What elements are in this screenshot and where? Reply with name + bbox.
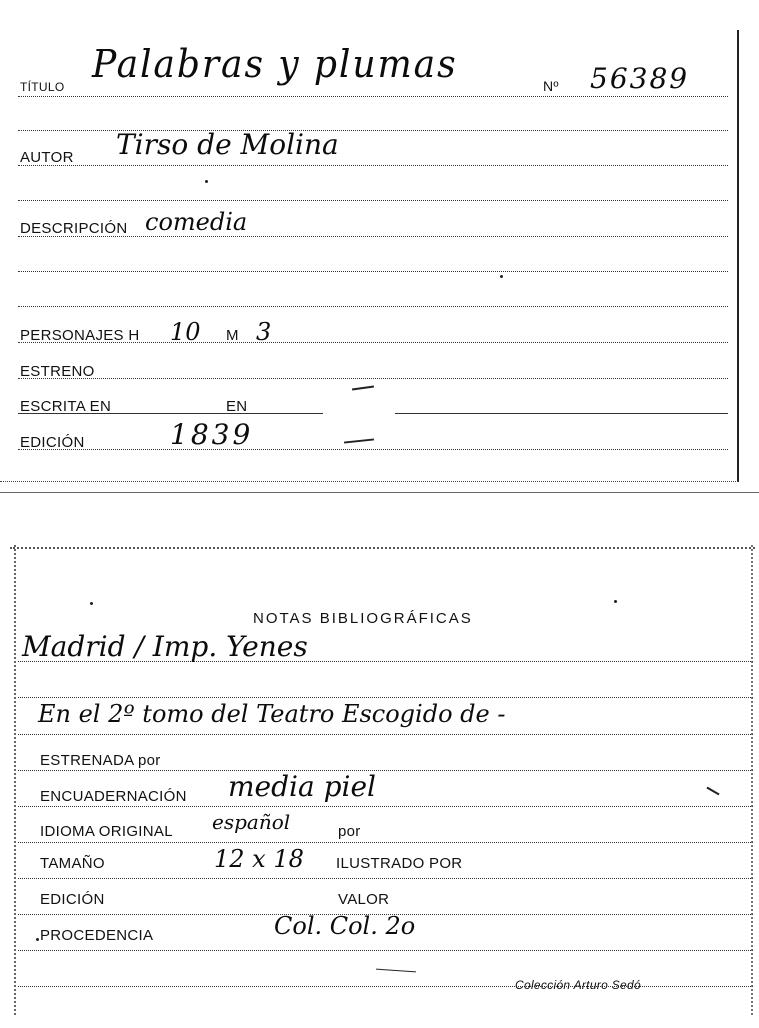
card-edge [14, 545, 16, 1015]
rule-line [18, 271, 728, 272]
rule-line [18, 449, 728, 450]
por-label: por [338, 823, 361, 840]
rule-line [18, 950, 753, 951]
card-edge [751, 545, 753, 1015]
edicion-value: 1839 [170, 418, 254, 451]
numero-value: 56389 [590, 62, 690, 95]
rule-line [18, 200, 728, 201]
note-line-1: Madrid / Imp. Yenes [22, 630, 308, 663]
personajes-h-value: 10 [170, 318, 201, 346]
personajes-m-value: 3 [256, 318, 272, 346]
note-line-2: En el 2º tomo del Teatro Escogido de - [38, 700, 506, 728]
rule-line [18, 165, 728, 166]
edicion2-label: EDICIÓN [40, 891, 105, 908]
rule-line [18, 697, 753, 698]
descripcion-label: DESCRIPCIÓN [20, 220, 128, 237]
personajes-m-label: M [226, 327, 239, 344]
catalog-card-front [0, 0, 759, 494]
escrita-en-label: EN [226, 398, 248, 415]
pen-mark [706, 787, 719, 796]
ink-speck [90, 602, 93, 605]
numero-label: Nº [543, 78, 559, 94]
autor-label: AUTOR [20, 149, 74, 166]
rule-line [18, 378, 728, 379]
procedencia-value: Col. Col. 2o [274, 912, 416, 940]
edicion-label: EDICIÓN [20, 434, 85, 451]
card-edge [10, 547, 755, 549]
encuadernacion-label: ENCUADERNACIÓN [40, 788, 187, 805]
tamano-value: 12 x 18 [214, 845, 304, 873]
autor-value: Tirso de Molina [116, 128, 339, 161]
ink-speck [614, 600, 617, 603]
card-separator [0, 492, 759, 493]
idioma-label: IDIOMA ORIGINAL [40, 823, 173, 840]
titulo-label: TÍTULO [20, 80, 65, 94]
titulo-value: Palabras y plumas [92, 42, 458, 86]
estreno-label: ESTRENO [20, 363, 95, 380]
catalog-card-back [0, 540, 759, 1028]
rule-line [18, 96, 728, 97]
ink-speck [205, 180, 208, 183]
estrenada-label: ESTRENADA por [40, 752, 161, 769]
encuadernacion-value: media piel [228, 770, 376, 803]
descripcion-value: comedia [145, 208, 248, 236]
tamano-label: TAMAÑO [40, 855, 105, 872]
ink-speck [500, 275, 503, 278]
escrita-label: ESCRITA EN [20, 398, 112, 415]
card-edge [737, 30, 739, 482]
rule-line [18, 770, 753, 771]
rule-line [18, 842, 753, 843]
idioma-value: español [212, 810, 291, 834]
rule-line [18, 986, 753, 987]
rule-line [18, 734, 753, 735]
rule-line [18, 306, 728, 307]
pen-mark [344, 438, 374, 443]
ink-speck [36, 938, 39, 941]
procedencia-label: PROCEDENCIA [40, 927, 154, 944]
notas-heading: NOTAS BIBLIOGRÁFICAS [253, 610, 473, 627]
rule-line [395, 413, 728, 414]
rule-line [18, 878, 753, 879]
rule-line [18, 806, 753, 807]
personajes-label: PERSONAJES H [20, 327, 140, 344]
pen-mark [376, 969, 416, 973]
ilustrado-label: ILUSTRADO POR [336, 855, 463, 872]
valor-label: VALOR [338, 891, 390, 908]
pen-mark [352, 385, 374, 390]
card-edge [0, 481, 738, 482]
collection-footer: Colección Arturo Sedó [515, 978, 641, 992]
